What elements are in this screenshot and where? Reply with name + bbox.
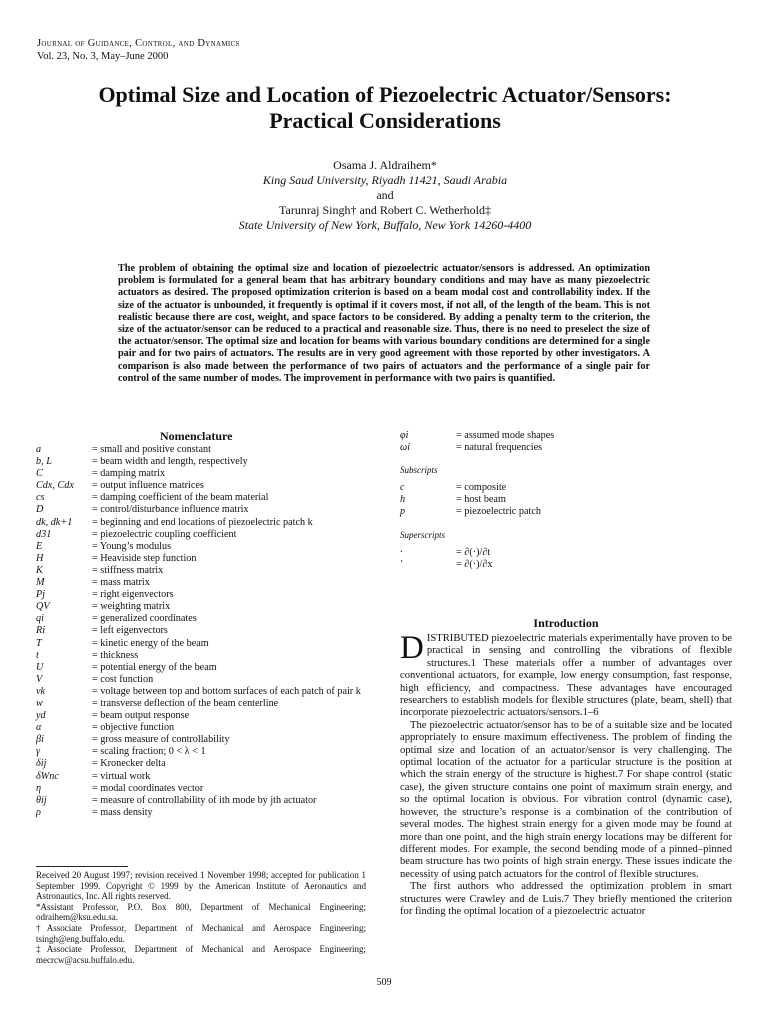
author-2: Tarunraj Singh† and Robert C. Wetherhold‡ <box>279 203 491 217</box>
nomenclature-row <box>36 468 366 480</box>
nomenclature-row <box>400 442 740 454</box>
nomenclature-row <box>36 601 366 613</box>
nomenclature-definition: = transverse deflection of the beam centerline <box>92 697 279 709</box>
subscripts-label: Subscripts <box>400 465 438 476</box>
nomenclature-definition: = damping coefficient of the beam material <box>92 492 269 504</box>
nomenclature-row <box>36 553 366 565</box>
nomenclature-symbol: η <box>36 782 42 794</box>
nomenclature-row <box>400 559 740 571</box>
nomenclature-row <box>36 686 366 698</box>
nomenclature-definition: = Heaviside step function <box>92 552 197 564</box>
nomenclature-definition: = Kronecker delta <box>92 758 166 770</box>
nomenclature-row <box>36 674 366 686</box>
nomenclature-definition: = small and positive constant <box>92 444 211 455</box>
nomenclature-definition: = composite <box>456 482 507 494</box>
nomenclature-symbol: γ <box>36 746 41 758</box>
nomenclature-row <box>36 722 366 734</box>
nomenclature-symbol: ρ <box>36 806 41 818</box>
nomenclature-symbol: d31 <box>36 528 52 540</box>
nomenclature-symbol: δij <box>36 758 47 770</box>
page-number: 509 <box>376 977 392 988</box>
nomenclature-definition: = piezoelectric patch <box>456 506 541 518</box>
nomenclature-symbol: dk, dk+1 <box>36 516 73 528</box>
nomenclature-definition: = damping matrix <box>92 468 166 480</box>
nomenclature-definition: = right eigenvectors <box>92 589 174 601</box>
nomenclature-definition: = gross measure of controllability <box>92 734 230 746</box>
nomenclature-row <box>36 795 366 807</box>
nomenclature-symbol: θij <box>36 794 47 806</box>
title-line-2: Practical Considerations <box>269 108 501 133</box>
introduction-heading: Introduction <box>533 616 599 630</box>
nomenclature-definition: = weighting matrix <box>92 601 171 613</box>
footnotes <box>36 870 366 965</box>
nomenclature-definition: = generalized coordinates <box>92 613 197 625</box>
nomenclature-symbol: T <box>36 637 42 649</box>
nomenclature-symbol: φi <box>400 430 409 441</box>
abstract: The problem of obtaining the optimal size and location of piezoelectric actuator/sensors is addressed. An optimization problem is formulated for a general beam that has arbitrary boundary conditions and may have as many piezoelectric actuators as desired. The proposed optimization criterion is based on a beam modal cost and controllability index. If the size of the actuator is unbounded, it frequently is optimal if it covers most, if not all, of the length of the beam. This is not realistic because there are cost, weight, and space factors to be considered. By adding a penalty term to the criterion, the size of the actuator/sensor can be reduced to a practical and reasonable size. Thus, there is no need to preselect the size of the actuator/sensor. The optimal size and location for beams with various boundary conditions are determined for a single pair and for two pairs of actuators. The results are in very good agreement with those reported by other investigators. A comparison is also made between the performance of two pairs of actuators and the performance of a single pair for control of the same number of modes. The improvement in performance with two pairs is quantified. <box>118 263 650 384</box>
nomenclature-row <box>36 529 366 541</box>
nomenclature-row <box>36 650 366 662</box>
nomenclature-symbol: V <box>36 673 43 685</box>
nomenclature-row <box>36 698 366 710</box>
nomenclature-row <box>36 734 366 746</box>
nomenclature-symbol: t <box>36 649 39 661</box>
nomenclature-row <box>36 456 366 468</box>
nomenclature-symbol: ωi <box>400 442 411 454</box>
nomenclature-row <box>36 577 366 589</box>
nomenclature-row <box>36 480 366 492</box>
nomenclature-definition: = mass matrix <box>92 577 150 589</box>
nomenclature-definition: = voltage between top and bottom surfaces of each patch of pair k <box>92 685 361 697</box>
nomenclature-symbol: vk <box>36 685 46 697</box>
nomenclature-row <box>36 444 366 456</box>
nomenclature-definition: = Young’s modulus <box>92 540 172 552</box>
nomenclature-row <box>400 482 740 494</box>
nomenclature-symbol: α <box>36 722 42 734</box>
journal-volume: Vol. 23, No. 3, May–June 2000 <box>37 51 169 62</box>
nomenclature-row <box>36 504 366 516</box>
affiliation-1: King Saud University, Riyadh 11421, Saudi Arabia <box>262 173 508 187</box>
nomenclature-row <box>36 662 366 674</box>
nomenclature-definition: = assumed mode shapes <box>456 430 555 441</box>
nomenclature-definition: = virtual work <box>92 770 151 782</box>
nomenclature-symbol: ′ <box>400 558 403 570</box>
nomenclature-definition: = piezoelectric coupling coefficient <box>92 528 237 540</box>
nomenclature-symbol: U <box>36 661 44 673</box>
nomenclature-right <box>400 430 740 571</box>
nomenclature-definition: = left eigenvectors <box>92 625 168 637</box>
nomenclature-definition: = ∂(·)/∂x <box>456 558 493 570</box>
nomenclature-symbol: K <box>36 564 43 576</box>
nomenclature-row <box>400 547 740 559</box>
paper-title <box>40 82 730 134</box>
nomenclature-definition: = control/disturbance influence matrix <box>92 504 249 516</box>
introduction-body <box>400 630 732 918</box>
nomenclature-definition: = beam width and length, respectively <box>92 456 248 468</box>
nomenclature-definition: = kinetic energy of the beam <box>92 637 209 649</box>
nomenclature-definition: = cost function <box>92 673 154 685</box>
author-block <box>40 158 730 233</box>
nomenclature-row <box>400 506 740 518</box>
journal-header <box>37 37 240 63</box>
nomenclature-symbol: δWnc <box>36 770 59 782</box>
nomenclature-row <box>36 783 366 795</box>
nomenclature-symbol: βi <box>36 734 44 746</box>
nomenclature-row <box>36 565 366 577</box>
nomenclature-symbol: yd <box>36 710 46 722</box>
nomenclature-symbol: b, L <box>36 456 52 468</box>
nomenclature-symbol: qi <box>36 613 44 625</box>
nomenclature-definition: = modal coordinates vector <box>92 782 204 794</box>
nomenclature-definition: = scaling fraction; 0 < λ < 1 <box>92 746 206 758</box>
nomenclature-symbol: Cdx, Cdx <box>36 480 74 492</box>
footnote-rule <box>36 866 128 867</box>
nomenclature-symbol: a <box>36 444 42 455</box>
footnote-received: Received 20 August 1997; revision received 1 November 1998; accepted for publication 1 September 1999. Copyright © 1999 by the American Institute of Aeronautics and Astronautics, Inc. All rights reserved. <box>36 870 366 902</box>
nomenclature-symbol: Pj <box>36 589 46 601</box>
nomenclature-left <box>36 444 366 819</box>
nomenclature-symbol: H <box>36 552 44 564</box>
intro-paragraph-2: The piezoelectric actuator/sensor has to be of a suitable size and be located appropriately to ensure maximum effectiveness. The problem of finding the optimal size and location of an actuator/sensor is very challenging. The optimal location of the actuator for a particular structure is the position at which the strain energy of the structure is highest.7 For shape control (static case), the given structure contains one point of maximum strain energy, and so the optimal location is obvious. For vibration control (dynamic case), however, the structure’s response is a combination of the contribution of several modes. The highest strain energy for a given mode may be found at more than one point, and the high strain energy locations may be different for different modes. For example, the second bending mode of a pinned–pinned beam structure has two points of high strain energy. These issues indicate the necessity of using patch actuators for the control of flexible structures. <box>400 719 732 880</box>
nomenclature-row <box>36 517 366 529</box>
footnote-author-1: *Assistant Professor, P.O. Box 800, Department of Mechanical Engineering; odraihem@ksu.edu.sa. <box>36 901 366 923</box>
nomenclature-symbol: C <box>36 468 43 480</box>
nomenclature-symbol: h <box>400 494 406 506</box>
nomenclature-definition: = stiffness matrix <box>92 564 164 576</box>
intro-paragraph-3: The first authors who addressed the optimization problem in smart structures were Crawley and de Luis.7 They briefly mentioned the criterion for finding the optimal location of a piezoelectric actuator <box>400 881 732 917</box>
nomenclature-row <box>36 746 366 758</box>
nomenclature-definition: = ∂(·)/∂t <box>456 546 491 558</box>
nomenclature-definition: = natural frequencies <box>456 442 543 454</box>
nomenclature-row <box>36 771 366 783</box>
journal-name: Journal of Guidance, Control, and Dynamics <box>37 38 240 49</box>
nomenclature-definition: = output influence matrices <box>92 480 204 492</box>
nomenclature-definition: = potential energy of the beam <box>92 661 217 673</box>
nomenclature-row <box>36 807 366 819</box>
nomenclature-row <box>36 710 366 722</box>
intro-p1-text: ISTRIBUTED piezoelectric materials experimentally have proven to be practical in sensing and controlling the vibrations of flexible structures.1 These materials offer a number of advantages over conventional actuators, for example, low energy consumption, fast response, high efficiency, and compactness. These advantages have encouraged researchers to establish models for flexible structures (plate, beam, shell) that incorporate piezoelectric actuators/sensors.1–6 <box>400 633 732 719</box>
nomenclature-definition: = mass density <box>92 806 153 818</box>
nomenclature-symbol: Ri <box>36 625 46 637</box>
nomenclature-definition: = host beam <box>456 494 506 506</box>
intro-paragraph-1 <box>400 630 732 720</box>
nomenclature-symbol: M <box>36 577 45 589</box>
title-line-1: Optimal Size and Location of Piezoelectric Actuator/Sensors: <box>98 82 672 107</box>
nomenclature-symbol: D <box>36 504 44 516</box>
nomenclature-heading: Nomenclature <box>160 429 233 443</box>
nomenclature-definition: = measure of controllability of ith mode by jth actuator <box>92 794 317 806</box>
nomenclature-symbol: E <box>36 540 43 552</box>
nomenclature-symbol: p <box>400 506 406 518</box>
nomenclature-definition: = beginning and end locations of piezoelectric patch k <box>92 516 313 528</box>
author-1: Osama J. Aldraihem* <box>333 158 437 172</box>
nomenclature-row <box>36 541 366 553</box>
nomenclature-definition: = objective function <box>92 722 175 734</box>
nomenclature-symbol: w <box>36 697 43 709</box>
nomenclature-row <box>36 638 366 650</box>
drop-cap: D <box>400 630 424 666</box>
nomenclature-row <box>36 589 366 601</box>
nomenclature-row <box>36 613 366 625</box>
author-and: and <box>376 188 394 202</box>
nomenclature-symbol: c <box>400 482 405 494</box>
affiliation-2: State University of New York, Buffalo, New York 14260-4400 <box>238 218 532 232</box>
nomenclature-definition: = beam output response <box>92 710 190 722</box>
nomenclature-symbol: cs <box>36 492 45 504</box>
nomenclature-row <box>36 492 366 504</box>
superscripts-label: Superscripts <box>400 529 445 540</box>
nomenclature-definition: = thickness <box>92 649 139 661</box>
footnote-author-2: †Associate Professor, Department of Mechanical and Aerospace Engineering; tsingh@eng.buffalo.edu. <box>36 922 366 944</box>
nomenclature-row <box>400 494 740 506</box>
nomenclature-row <box>400 430 740 442</box>
footnote-author-3: ‡Associate Professor, Department of Mechanical and Aerospace Engineering; mecrcw@acsu.buffalo.edu. <box>36 944 366 965</box>
nomenclature-row <box>36 625 366 637</box>
nomenclature-symbol: · <box>400 546 403 558</box>
nomenclature-symbol: QV <box>36 601 50 613</box>
nomenclature-row <box>36 758 366 770</box>
